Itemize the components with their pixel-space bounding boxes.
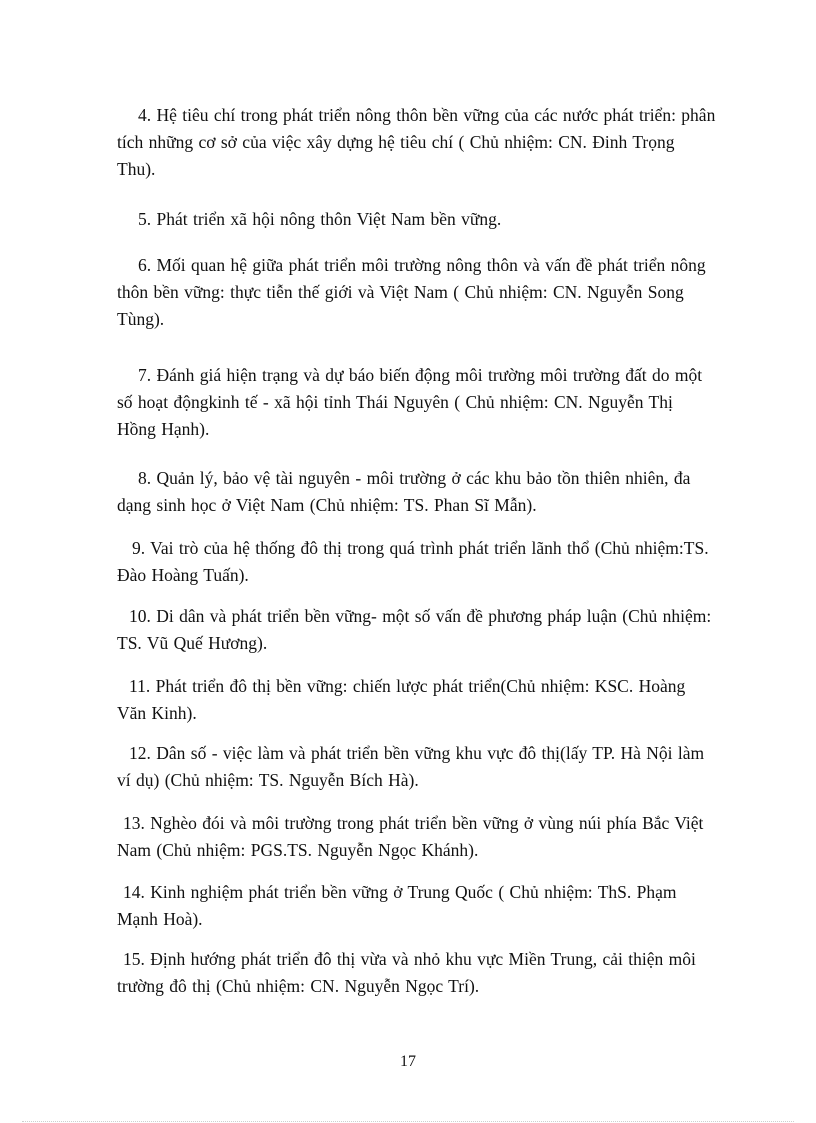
- list-item-7: 7. Đánh giá hiện trạng và dự báo biến động môi trường môi trường đất do một số hoạt độngkinh tế - xã hội tỉnh Thái Nguyên ( Chủ nhiệm: CN. Nguyễn Thị Hồng Hạnh).: [117, 365, 703, 439]
- list-item-15: 15. Định hướng phát triển đô thị vừa và nhỏ khu vực Miền Trung, cải thiện môi trường đô thị (Chủ nhiệm: CN. Nguyễn Ngọc Trí).: [117, 949, 696, 996]
- list-item-4: 4. Hệ tiêu chí trong phát triển nông thôn bền vững của các nước phát triển: phân tích những cơ sở của việc xây dựng hệ tiêu chí ( Chủ nhiệm: CN. Đinh Trọng Thu).: [117, 105, 716, 179]
- list-item-5: 5. Phát triển xã hội nông thôn Việt Nam bền vững.: [138, 209, 502, 229]
- list-item-13: 13. Nghèo đói và môi trường trong phát triển bền vững ở vùng núi phía Bắc Việt Nam (Chủ nhiệm: PGS.TS. Nguyễn Ngọc Khánh).: [117, 813, 704, 860]
- list-item-12: 12. Dân số - việc làm và phát triển bền vững khu vực đô thị(lấy TP. Hà Nội làm ví dụ) (Chủ nhiệm: TS. Nguyễn Bích Hà).: [117, 743, 705, 790]
- page-bottom-divider: [22, 1121, 794, 1122]
- list-item-11: 11. Phát triển đô thị bền vững: chiến lược phát triển(Chủ nhiệm: KSC. Hoàng Văn Kinh).: [117, 676, 686, 723]
- list-item-10: 10. Di dân và phát triển bền vững- một số vấn đề phương pháp luận (Chủ nhiệm: TS. Vũ Quế Hương).: [117, 606, 712, 653]
- list-item-9: 9. Vai trò của hệ thống đô thị trong quá trình phát triển lãnh thổ (Chủ nhiệm:TS. Đào Hoàng Tuấn).: [117, 538, 709, 585]
- page-number: 17: [400, 1053, 416, 1070]
- list-item-14: 14. Kinh nghiệm phát triển bền vững ở Trung Quốc ( Chủ nhiệm: ThS. Phạm Mạnh Hoà).: [117, 882, 677, 929]
- list-item-8: 8. Quản lý, bảo vệ tài nguyên - môi trường ở các khu bảo tồn thiên nhiên, đa dạng sinh học ở Việt Nam (Chủ nhiệm: TS. Phan Sĩ Mẫn).: [117, 468, 691, 515]
- list-item-6: 6. Mối quan hệ giữa phát triển môi trường nông thôn và vấn đề phát triển nông thôn bền vững: thực tiễn thế giới và Việt Nam ( Chủ nhiệm: CN. Nguyễn Song Tùng).: [117, 255, 706, 329]
